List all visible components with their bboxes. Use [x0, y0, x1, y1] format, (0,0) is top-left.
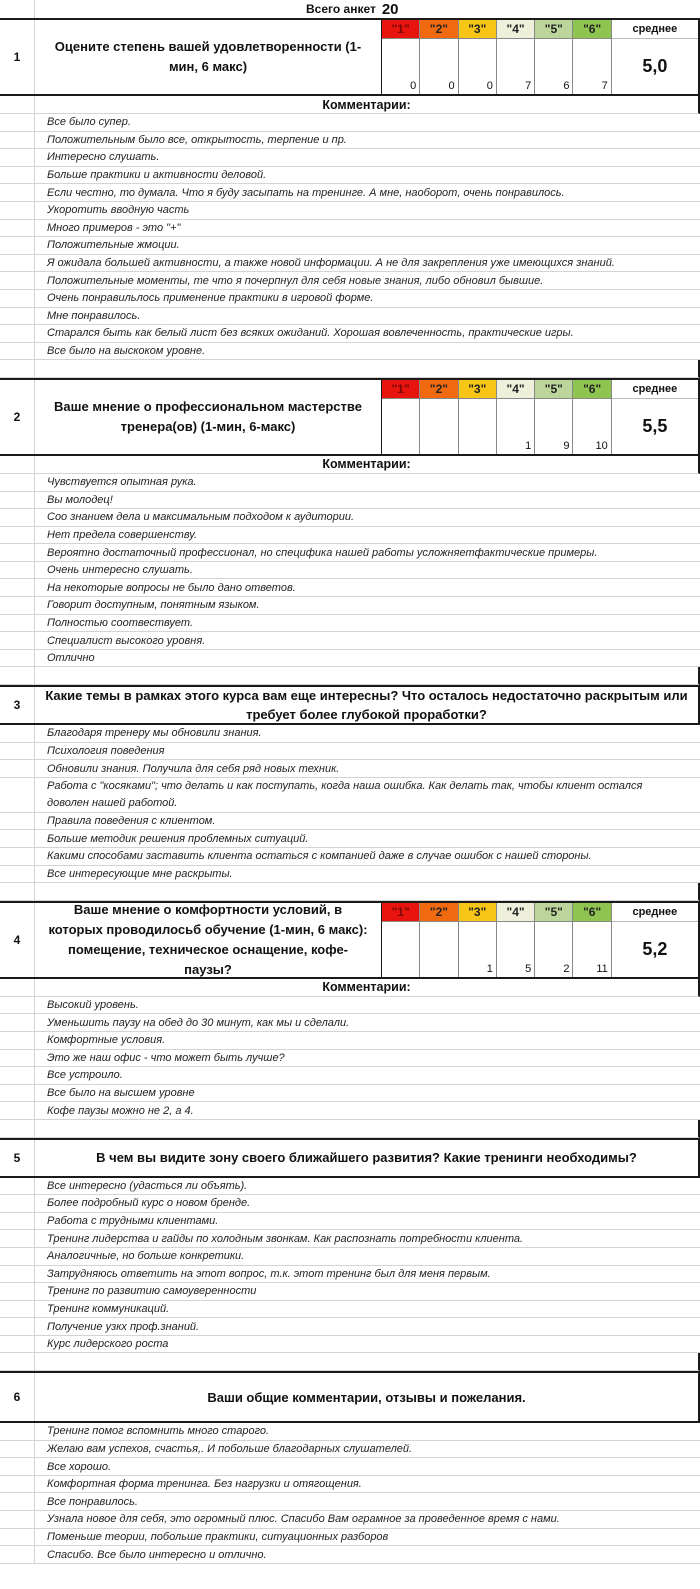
comment-row: [0, 1102, 700, 1120]
comment-row: [0, 237, 700, 255]
comment-text[interactable]: Положительные моменты, те что я почерпнул для себя новые знания, либо обновил бывшие.: [47, 274, 544, 287]
rating-header-2: "2": [420, 380, 457, 398]
comment-text[interactable]: Интересно слушать.: [47, 151, 160, 164]
comment-text[interactable]: Мне понравилось.: [47, 309, 141, 322]
row-number-cell: [0, 650, 35, 667]
comment-text[interactable]: Вероятно достаточный профессионал, но специфика нашей работы усложняетфактические примеры.: [47, 546, 598, 559]
rating-header-1: "1": [382, 903, 419, 921]
comment-row: [0, 290, 700, 308]
comments-header: Комментарии:: [322, 97, 411, 112]
comment-text[interactable]: Затрудняюсь ответить на этот вопрос, т.к. этот тренинг был для меня первым.: [47, 1267, 491, 1280]
comment-row: [0, 1336, 700, 1354]
question-number: 2: [0, 380, 35, 454]
comment-row: [0, 343, 700, 361]
comment-row: [0, 272, 700, 290]
comment-text[interactable]: Все хорошо.: [47, 1460, 112, 1473]
row-number-cell: [0, 1476, 35, 1493]
comment-text[interactable]: Все интересно (удасться ли объять).: [47, 1179, 248, 1192]
average-header: среднее: [632, 382, 678, 395]
row-number-cell: [0, 1067, 35, 1084]
comment-row: [0, 220, 700, 238]
rating-count-6[interactable]: 11: [573, 921, 610, 977]
rating-header-6: "6": [573, 20, 610, 38]
comment-row: [0, 997, 700, 1015]
row-number-cell: [0, 1318, 35, 1335]
comment-row: [0, 509, 700, 527]
row-number-cell: [0, 997, 35, 1014]
rating-header-2: "2": [420, 903, 457, 921]
row-number-cell: [0, 509, 35, 526]
rating-count-6[interactable]: 7: [573, 38, 610, 94]
question-row-5: [0, 1138, 700, 1178]
comments-header-row: [0, 96, 700, 114]
comment-row: [0, 1511, 700, 1529]
comment-text[interactable]: Очень понравильлось применение практики в игровой форме.: [47, 292, 374, 305]
comment-row: [0, 132, 700, 150]
row-number-cell: [0, 1230, 35, 1247]
comment-row: [0, 813, 700, 831]
comment-text[interactable]: Старался быть как белый лист без всяких ожиданий. Хорошая вовлеченность, практические игры.: [47, 327, 574, 340]
comment-row: [0, 1476, 700, 1494]
comment-text[interactable]: Больше практики и активности деловой.: [47, 169, 267, 182]
comment-row: [0, 743, 700, 761]
comment-row: [0, 255, 700, 273]
rating-count-5[interactable]: 9: [535, 398, 572, 454]
comment-text[interactable]: Высокий уровень.: [47, 999, 139, 1012]
row-number-cell: [0, 132, 35, 149]
rating-count-6[interactable]: 10: [573, 398, 610, 454]
spacer-row: [0, 360, 700, 378]
comment-row: [0, 527, 700, 545]
row-number-cell: [0, 778, 35, 812]
comment-list-2: [0, 474, 700, 668]
row-number-cell: [0, 979, 35, 996]
comment-row: [0, 1032, 700, 1050]
row-number-cell: [0, 325, 35, 342]
row-number-cell: [0, 743, 35, 760]
comment-text[interactable]: Тренинг помог вспомнить много старого.: [47, 1425, 270, 1438]
comment-text[interactable]: Больше методик решения проблемных ситуаций.: [47, 832, 309, 845]
row-number-cell: [0, 1529, 35, 1546]
comment-text[interactable]: Получение узкх проф.знаний.: [47, 1320, 200, 1333]
rating-count-4[interactable]: 5: [497, 921, 534, 977]
row-number-cell: [0, 883, 35, 900]
comment-row: [0, 1458, 700, 1476]
comment-row: [0, 474, 700, 492]
row-number-cell: [0, 184, 35, 201]
comment-text[interactable]: Все понравилось.: [47, 1495, 138, 1508]
row-number-cell: [0, 220, 35, 237]
comment-text[interactable]: Благодаря тренеру мы обновили знания.: [47, 727, 262, 740]
comment-text[interactable]: Много примеров - это "+": [47, 221, 181, 234]
comment-row: [0, 184, 700, 202]
row-number-cell: [0, 1301, 35, 1318]
comment-text[interactable]: Спасибо. Все было интересно и отлично.: [47, 1548, 267, 1561]
comment-row: [0, 848, 700, 866]
question-text[interactable]: Оцените степень вашей удовлетворенности (1-мин, 6 макс): [35, 20, 382, 94]
row-number-cell: [0, 597, 35, 614]
average-header: среднее: [632, 23, 678, 35]
comment-text[interactable]: Желаю вам успехов, счастья,. И побольше благодарных слушателей.: [47, 1442, 413, 1455]
comment-text[interactable]: Положительные жмоции.: [47, 239, 180, 252]
spacer-row: [0, 667, 700, 685]
comment-list-4: [0, 997, 700, 1120]
row-number-cell: [0, 1195, 35, 1212]
comment-text[interactable]: Все интересующие мне раскрыты.: [47, 867, 233, 880]
comment-text[interactable]: Какими способами заставить клиента остаться с компанией даже в случае ошибок с нашей стороны.: [47, 850, 592, 863]
rating-count-2[interactable]: [420, 398, 457, 454]
comment-row: [0, 202, 700, 220]
total-cell[interactable]: [35, 0, 700, 18]
rating-header-4: "4": [497, 380, 534, 398]
comment-text[interactable]: Все устроило.: [47, 1069, 123, 1082]
row-number-cell: [0, 1511, 35, 1528]
question-row-3: [0, 685, 700, 725]
comment-text[interactable]: Комфортная форма тренинга. Без нагрузки и отягощения.: [47, 1478, 362, 1491]
comment-row: [0, 1266, 700, 1284]
row-number-cell: [0, 96, 35, 113]
row-number-cell: [0, 1050, 35, 1067]
row-number-cell: [0, 579, 35, 596]
comment-text[interactable]: Работа с трудными клиентами.: [47, 1215, 219, 1228]
comment-text[interactable]: Специалист высокого уровня.: [47, 634, 206, 647]
empty-cell[interactable]: [35, 667, 698, 684]
question-text[interactable]: Ваше мнение о комфортности условий, в которых проводилосьб обучение (1-мин, 6 макс): помещение, техническое оснащение, кофе-паузы?: [35, 903, 382, 977]
question-row-6: [0, 1371, 700, 1423]
row-number-cell: [0, 360, 35, 377]
comment-list-1: [0, 114, 700, 360]
row-number-cell: [0, 290, 35, 307]
row-number-cell: [0, 632, 35, 649]
comment-text[interactable]: Вы молодец!: [47, 493, 113, 506]
comment-row: [0, 562, 700, 580]
row-number-cell: [0, 255, 35, 272]
row-number-cell: [0, 1353, 35, 1370]
comment-text[interactable]: Более подробный курс о новом бренде.: [47, 1197, 251, 1210]
question-number: 1: [0, 20, 35, 94]
comment-row: [0, 544, 700, 562]
comment-row: [0, 830, 700, 848]
comment-row: [0, 325, 700, 343]
row-number-cell: [0, 149, 35, 166]
rating-count-2[interactable]: [420, 921, 457, 977]
rating-count-3[interactable]: 0: [459, 38, 496, 94]
rating-count-1[interactable]: [382, 398, 419, 454]
row-number-cell: [0, 830, 35, 847]
row-number-cell: [0, 813, 35, 830]
comment-row: [0, 650, 700, 668]
rating-header-3: "3": [459, 903, 496, 921]
rating-grid: [382, 20, 698, 94]
rating-header-5: "5": [535, 903, 572, 921]
comment-row: [0, 632, 700, 650]
comment-text[interactable]: Тренинг лидерства и гайды по холодным звонкам. Как распознать потребности клиента.: [47, 1232, 524, 1245]
comment-row: [0, 1301, 700, 1319]
comment-row: [0, 1529, 700, 1547]
row-number-cell: [0, 760, 35, 777]
comment-text[interactable]: Отлично: [47, 652, 95, 665]
row-number-cell: [0, 1423, 35, 1440]
row-number-cell: [0, 667, 35, 684]
comment-text[interactable]: Все было на выскоком уровне.: [47, 345, 206, 358]
comments-header-row: [0, 979, 700, 997]
comment-row: [0, 1050, 700, 1068]
comment-text[interactable]: Все было на высшем уровне: [47, 1087, 195, 1100]
row-number-cell: [0, 1248, 35, 1265]
comment-text[interactable]: Комфортные условия.: [47, 1034, 166, 1047]
row-number-cell: [0, 1014, 35, 1031]
comment-list-6: [0, 1423, 700, 1564]
empty-cell[interactable]: [35, 1120, 698, 1137]
comment-row: [0, 1546, 700, 1564]
comment-text[interactable]: Узнала новое для себя, это огромный плюс. Спасибо Вам ограмное за проведенное время с нами.: [47, 1513, 560, 1526]
average-header: среднее: [632, 905, 678, 918]
row-number-cell: [0, 1441, 35, 1458]
rating-header-1: "1": [382, 380, 419, 398]
comment-row: [0, 1423, 700, 1441]
rating-header-5: "5": [535, 380, 572, 398]
comment-text[interactable]: Укоротить вводную часть: [47, 204, 190, 217]
comment-row: [0, 1248, 700, 1266]
total-label: Всего анкет: [306, 2, 376, 16]
question-row-4: [0, 901, 700, 979]
comment-row: [0, 1085, 700, 1103]
comment-row: [0, 1195, 700, 1213]
comment-row: [0, 114, 700, 132]
comment-text[interactable]: Психология поведения: [47, 744, 165, 757]
row-number-cell: [0, 615, 35, 632]
row-number-cell: [0, 474, 35, 491]
comment-text[interactable]: Полностью соотвествует.: [47, 616, 194, 629]
comment-text[interactable]: Соо знанием дела и максимальным подходом к аудитории.: [47, 511, 355, 524]
row-number-cell: [0, 167, 35, 184]
row-number-cell: [0, 1102, 35, 1119]
rating-header-6: "6": [573, 380, 610, 398]
rating-header-2: "2": [420, 20, 457, 38]
rating-header-4: "4": [497, 20, 534, 38]
comment-text[interactable]: Поменьше теории, побольше практики, ситуационных разборов: [47, 1530, 389, 1543]
question-row-1: [0, 18, 700, 96]
row-number-cell: [0, 1493, 35, 1510]
comment-row: [0, 615, 700, 633]
row-number-cell[interactable]: [0, 0, 35, 18]
rating-count-3[interactable]: 1: [459, 921, 496, 977]
row-number-cell: [0, 866, 35, 883]
total-value: 20: [381, 0, 399, 18]
row-number-cell: [0, 1546, 35, 1563]
comment-text[interactable]: Очень интересно слушать.: [47, 564, 193, 577]
spacer-row: [0, 1120, 700, 1138]
rating-count-1[interactable]: [382, 921, 419, 977]
average-value[interactable]: 5,0: [612, 38, 698, 94]
rating-count-5[interactable]: 2: [535, 921, 572, 977]
row-number-cell: [0, 1032, 35, 1049]
spacer-row: [0, 1353, 700, 1371]
comment-row: [0, 149, 700, 167]
row-number-cell: [0, 272, 35, 289]
comment-text[interactable]: Нет предела совершенству.: [47, 528, 198, 541]
row-number-cell: [0, 1213, 35, 1230]
comment-text[interactable]: Курс лидерского роста: [47, 1338, 169, 1351]
comment-text[interactable]: Чувствуется опытная рука.: [47, 476, 197, 489]
comment-row: [0, 1283, 700, 1301]
comment-row: [0, 1067, 700, 1085]
row-number-cell: [0, 1336, 35, 1353]
rating-count-3[interactable]: [459, 398, 496, 454]
comment-row: [0, 866, 700, 884]
question-number: 6: [0, 1373, 35, 1421]
comment-row: [0, 1014, 700, 1032]
comment-text[interactable]: Это же наш офис - что может быть лучше?: [47, 1051, 285, 1064]
comment-text[interactable]: Работа с "косяками"; что делать и как поступать, когда наша ошибка. Как делать так, чтобы клиент остался доволен нашей работой.: [47, 779, 643, 809]
comment-text[interactable]: Говорит доступным, понятным языком.: [47, 599, 260, 612]
comments-header: Комментарии:: [322, 457, 411, 472]
empty-cell[interactable]: [35, 883, 698, 900]
rating-count-1[interactable]: 0: [382, 38, 419, 94]
comments-header-row: [0, 456, 700, 474]
rating-grid: [382, 380, 698, 454]
comment-row: [0, 725, 700, 743]
question-text[interactable]: Какие темы в рамках этого курса вам еще интересны? Что осталось недостаточно раскрытым или требует более глубокой проработки?: [45, 688, 688, 723]
rating-grid: [382, 903, 698, 977]
row-number-cell: [0, 202, 35, 219]
comment-text[interactable]: Обновили знания. Получила для себя ряд новых техник.: [47, 762, 340, 775]
comment-text[interactable]: Правила поведения с клиентом.: [47, 815, 216, 828]
rating-count-4[interactable]: 1: [497, 398, 534, 454]
comment-row: [0, 760, 700, 778]
total-row: [0, 0, 700, 18]
comment-text[interactable]: На некоторые вопросы не было дано ответов.: [47, 581, 296, 594]
comment-row: [0, 167, 700, 185]
row-number-cell: [0, 343, 35, 360]
comment-text[interactable]: Положительным было все, открытость, терпение и пр.: [47, 133, 347, 146]
rating-header-3: "3": [459, 20, 496, 38]
row-number-cell: [0, 1266, 35, 1283]
average-value[interactable]: 5,2: [612, 921, 698, 977]
comment-text[interactable]: Уменьшить паузу на обед до 30 минут, как мы и сделали.: [47, 1016, 350, 1029]
comment-row: [0, 579, 700, 597]
comment-row: [0, 308, 700, 326]
comment-text[interactable]: Все было супер.: [47, 116, 131, 129]
row-number-cell: [0, 456, 35, 473]
average-value[interactable]: 5,5: [612, 398, 698, 454]
row-number-cell: [0, 544, 35, 561]
comment-list-5: [0, 1178, 700, 1354]
row-number-cell: [0, 1120, 35, 1137]
row-number-cell: [0, 1458, 35, 1475]
comment-row: [0, 1178, 700, 1196]
comment-row: [0, 1318, 700, 1336]
row-number-cell: [0, 848, 35, 865]
comment-text[interactable]: Тренинг коммуникаций.: [47, 1302, 170, 1315]
row-number-cell: [0, 492, 35, 509]
spacer-row: [0, 883, 700, 901]
question-text[interactable]: Ваше мнение о профессиональном мастерстве тренера(ов) (1-мин, 6-макс): [35, 380, 382, 454]
question-text[interactable]: Ваши общие комментарии, отзывы и пожелания.: [207, 1389, 526, 1405]
comment-text[interactable]: Аналогичные, но больше конкретики.: [47, 1250, 245, 1263]
question-number: 4: [0, 903, 35, 977]
comments-header: Комментарии:: [322, 980, 411, 995]
comment-row: [0, 597, 700, 615]
row-number-cell: [0, 308, 35, 325]
question-number: 5: [0, 1140, 35, 1176]
comment-list-3: [0, 725, 700, 883]
rating-header-3: "3": [459, 380, 496, 398]
comment-row: [0, 1493, 700, 1511]
rating-count-2[interactable]: 0: [420, 38, 457, 94]
comment-row: [0, 1213, 700, 1231]
row-number-cell: [0, 1178, 35, 1195]
comment-text[interactable]: Тренинг по развитию самоуверенности: [47, 1285, 257, 1298]
row-number-cell: [0, 237, 35, 254]
row-number-cell: [0, 1085, 35, 1102]
row-number-cell: [0, 1283, 35, 1300]
rating-header-4: "4": [497, 903, 534, 921]
comment-row: [0, 778, 700, 813]
rating-count-4[interactable]: 7: [497, 38, 534, 94]
comment-row: [0, 492, 700, 510]
comment-text[interactable]: Я ожидала большей активности, а также новой информации. А не для закрепления уже имеющихся знаний.: [47, 257, 615, 270]
comment-row: [0, 1230, 700, 1248]
question-number: 3: [0, 687, 35, 723]
comment-text[interactable]: Если честно, то думала. Что я буду засыпать на тренинге. А мне, наоборот, очень понравилось.: [47, 186, 565, 199]
row-number-cell: [0, 527, 35, 544]
rating-count-5[interactable]: 6: [535, 38, 572, 94]
row-number-cell: [0, 725, 35, 742]
rating-header-5: "5": [535, 20, 572, 38]
rating-header-6: "6": [573, 903, 610, 921]
row-number-cell: [0, 562, 35, 579]
question-text[interactable]: В чем вы видите зону своего ближайшего развития? Какие тренинги необходимы?: [96, 1150, 637, 1166]
row-number-cell: [0, 114, 35, 131]
comment-text[interactable]: Кофе паузы можно не 2, а 4.: [47, 1104, 194, 1117]
question-row-2: [0, 378, 700, 456]
empty-cell[interactable]: [35, 360, 698, 377]
empty-cell[interactable]: [35, 1353, 698, 1370]
rating-header-1: "1": [382, 20, 419, 38]
comment-row: [0, 1441, 700, 1459]
